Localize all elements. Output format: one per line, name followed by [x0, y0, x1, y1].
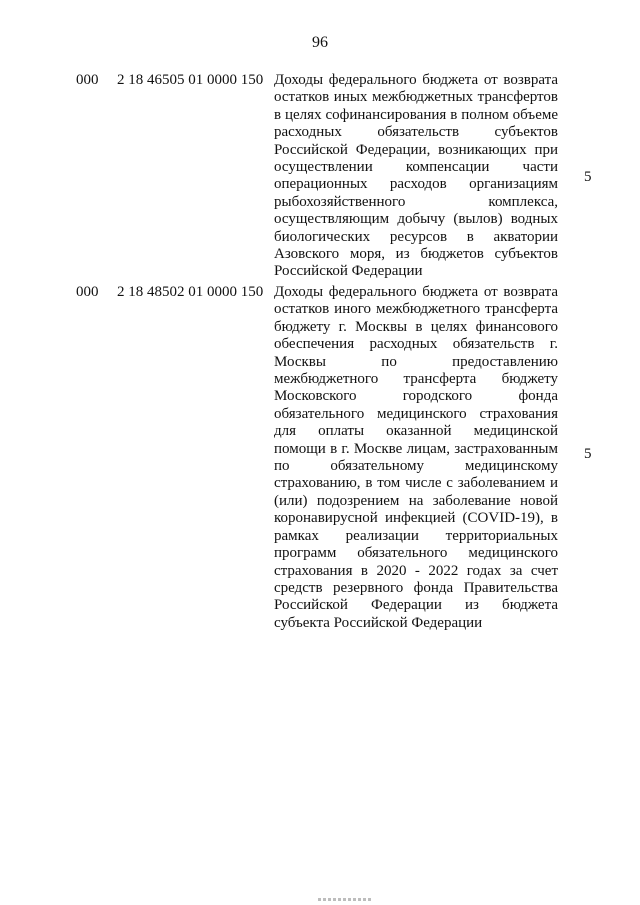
amount-value: 5 — [584, 446, 592, 462]
income-description: Доходы федерального бюджета от возврата остатков иных межбюджетных трансфертов в целях софинансирования в полном объеме расходных обязательств субъектов Российской Федерации, возникающих при осуществлении компенсации части операционных расходов организациям рыбохозяйственного комплекса, осуществляющим добычу (вылов) водных биологических ресурсов в акватории Азовского моря, из бюджетов субъектов Российской Федерации — [274, 72, 558, 280]
scan-artifact-mark — [318, 898, 372, 901]
page-number: 96 — [312, 34, 328, 51]
income-description: Доходы федерального бюджета от возврата остатков иного межбюджетного трансферта бюджету г. Москвы в целях финансового обеспечения расходных обязательств г. Москвы по предоставлению межбюджетного трансферта бюджету Московского городского фонда обязательного медицинского страхования для оплаты оказанной медицинской помощи в г. Москве лицам, застрахованным по обязательному медицинскому страхованию, в том числе с заболеванием и (или) подозрением на заболевание новой коронавирусной инфекцией (COVID-19), в рамках реализации территориальных программ обязательного медицинского страхования в 2020 - 2022 годах за счет средств резервного фонда Правительства Российской Федерации из бюджета субъекта Российской Федерации — [274, 284, 558, 631]
budget-classification-code: 2 18 48502 01 0000 150 — [117, 284, 264, 300]
budget-classification-code: 2 18 46505 01 0000 150 — [117, 72, 264, 88]
table-row — [0, 72, 640, 282]
admin-code: 000 — [76, 284, 99, 300]
admin-code: 000 — [76, 72, 99, 88]
amount-value: 5 — [584, 169, 592, 185]
table-row — [0, 284, 640, 634]
